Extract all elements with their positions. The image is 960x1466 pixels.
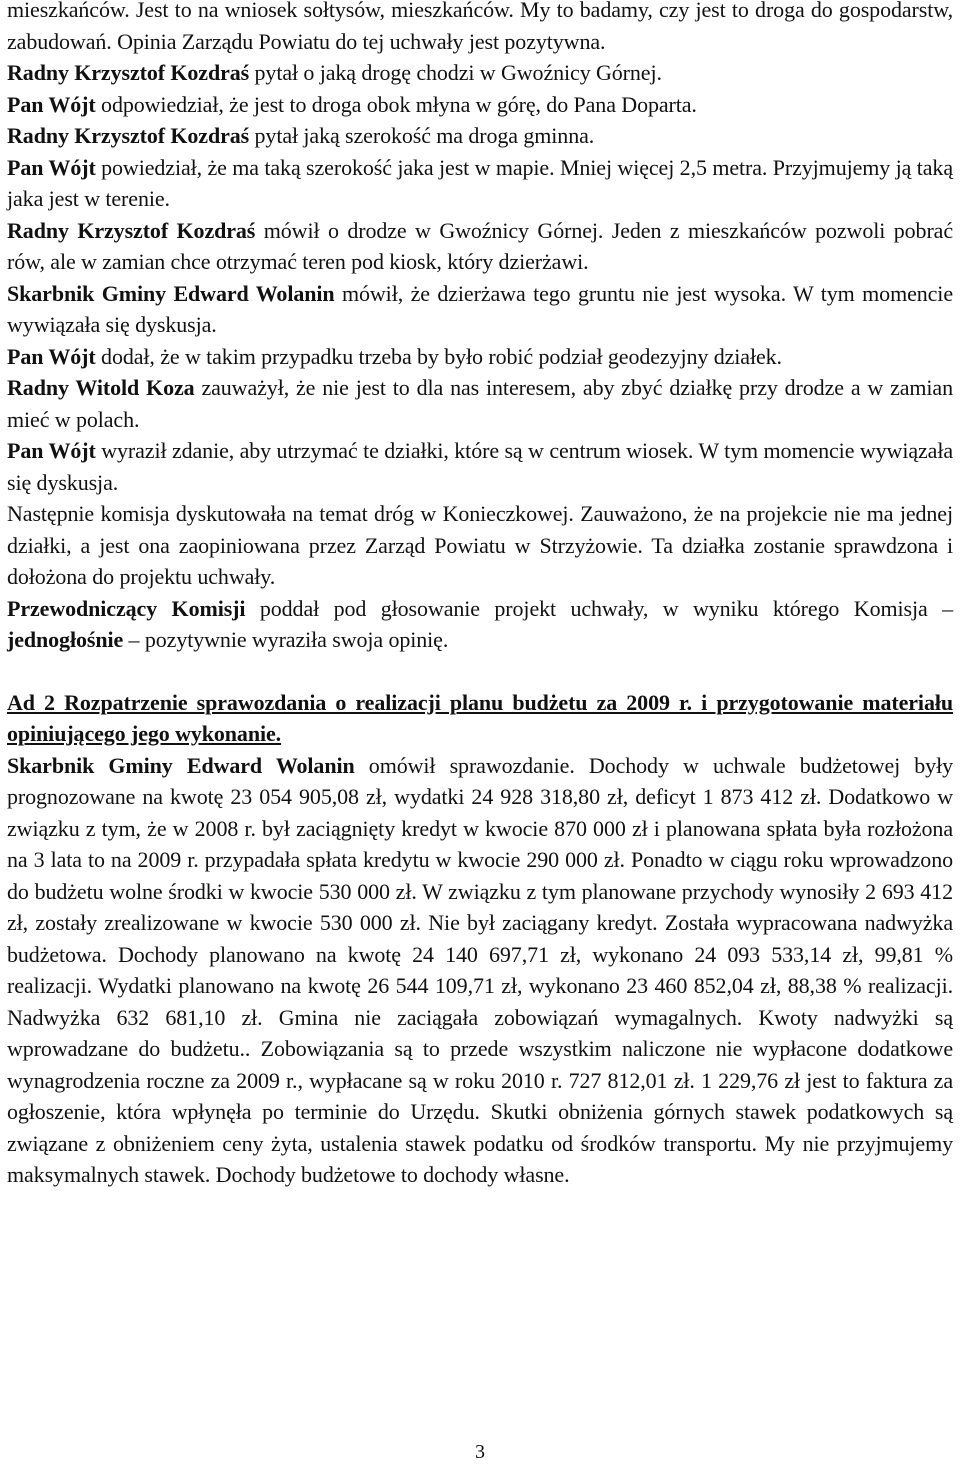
text-run: poddał pod głosowanie projekt uchwały, w wyniku którego Komisja – — [245, 595, 953, 621]
paragraph — [7, 593, 953, 656]
bold-run: Pan Wójt — [7, 343, 96, 369]
bold-run: Radny Witold Koza — [7, 375, 195, 400]
paragraph — [7, 435, 953, 498]
bold-run: Radny Krzysztof Kozdraś — [7, 217, 256, 243]
text-run: pytał jaką szerokość ma droga gminna. — [249, 123, 595, 148]
bold-run: Pan Wójt — [7, 91, 96, 117]
text-run: zauważył, że nie jest to dla nas interesem, aby zbyć działkę przy drodze a w zamian mieć w polach. — [7, 375, 953, 432]
agenda-item-text: Ad 2 Rozpatrzenie sprawozdania o realizacji planu budżetu za 2009 r. i przygotowanie materiału opiniującego jego wykonanie. — [7, 689, 953, 746]
paragraph — [7, 341, 953, 373]
bold-run: Pan Wójt — [7, 154, 96, 180]
text-run: mówił o drodze w Gwoźnicy Górnej. Jeden z mieszkańców pozwoli pobrać rów, ale w zamian chce otrzymać teren pod kiosk, który dzierżawi. — [7, 217, 953, 274]
bold-run: Pan Wójt — [7, 438, 96, 463]
report-text: omówił sprawozdanie. Dochody w uchwale budżetowej były prognozowane na kwotę 23 054 905,08 zł, wydatki 24 928 318,80 zł, deficyt 1 873 412 zł. Dodatkowo w związku z tym, że w 2008 r. był zaciągnięty kredyt w kwocie 870 000 zł i planowana spłata była rozłożona na 3 lata to na 2009 r. przypadała spłata kredytu w kwocie 290 000 zł. Ponadto w ciągu roku wprowadzono do budżetu wolne środki w kwocie 530 000 zł. W związku z tym planowane przychody wynosiły 2 693 412 zł, zostały zrealizowane w kwocie 530 000 zł. Nie był zaciągany kredyt. Została wypracowana nadwyżka budżetowa. Dochody planowano na kwotę 24 140 697,71 zł, wykonano 24 093 533,14 zł, 99,81 % realizacji. Wydatki planowano na kwotę 26 544 109,71 zł, wykonano 23 460 852,04 zł, 88,38 % realizacji. Nadwyżka 632 681,10 zł. Gmina nie zaciągała zobowiązań wymagalnych. Kwoty nadwyżki są wprowadzane do budżetu.. Zobowiązania są to przede wszystkim naliczone nie wypłacone dodatkowe wynagrodzenia roczne za 2009 r., wypłacane są w roku 2010 r. 727 812,01 zł. 1 229,76 zł jest to faktura za ogłoszenie, która wpłynęła po terminie do Urzędu. Skutki obniżenia górnych stawek podatkowych są związane z obniżeniem ceny żyta, ustalenia stawek podatku od środków transportu. My nie przyjmujemy maksymalnych stawek. Dochody budżetowe to dochody własne. — [7, 752, 953, 1187]
text-run: odpowiedział, że jest to droga obok młyna w górę, do Pana Doparta. — [95, 91, 697, 117]
paragraph — [7, 120, 953, 152]
document-page — [7, 0, 953, 1191]
text-run: dodał, że w takim przypadku trzeba by było robić podział geodezyjny działek. — [95, 343, 782, 369]
bold-run: Radny Krzysztof Kozdraś — [7, 123, 250, 148]
bold-run: jednogłośnie — [7, 627, 124, 652]
paragraph — [7, 152, 953, 215]
text-run: mieszkańców. Jest to na wniosek sołtysów, mieszkańców. My to badamy, czy jest to droga do gospodarstw, zabudowań. Opinia Zarządu Powiatu do tej uchwały jest pozytywna. — [7, 0, 953, 54]
bold-run: Radny Krzysztof Kozdraś — [7, 60, 250, 85]
paragraph — [7, 372, 953, 435]
paragraph — [7, 0, 953, 57]
text-run: mówił, że dzierżawa tego gruntu nie jest wysoka. W tym momencie wywiązała się dyskusja. — [7, 280, 953, 337]
text-run: wyraził zdanie, aby utrzymać te działki, które są w centrum wiosek. W tym momencie wywiązała się dyskusja. — [7, 438, 953, 495]
paragraph — [7, 498, 953, 593]
speaker-name: Skarbnik Gminy Edward Wolanin — [7, 752, 355, 778]
text-run: pytał o jaką drogę chodzi w Gwoźnicy Górnej. — [249, 60, 662, 85]
page-number: 3 — [475, 1441, 485, 1463]
paragraph — [7, 57, 953, 89]
bold-run: Skarbnik Gminy Edward Wolanin — [7, 280, 335, 306]
text-run: powiedział, że ma taką szerokość jaka jest w mapie. Mniej więcej 2,5 metra. Przyjmujemy ją taką jaka jest w terenie. — [7, 154, 953, 211]
budget-report-paragraph — [7, 750, 953, 1191]
paragraph — [7, 278, 953, 341]
minutes-body — [7, 0, 953, 656]
agenda-item-heading — [7, 687, 953, 750]
text-run: Następnie komisja dyskutowała na temat dróg w Konieczkowej. Zauważono, że na projekcie nie ma jednej działki, a jest ona zaopiniowana przez Zarząd Powiatu w Strzyżowie. Ta działka zostanie sprawdzona i dołożona do projektu uchwały. — [7, 501, 953, 589]
paragraph — [7, 215, 953, 278]
paragraph — [7, 89, 953, 121]
bold-run: Przewodniczący Komisji — [7, 595, 246, 621]
text-run: – pozytywnie wyraziła swoja opinię. — [123, 627, 449, 652]
